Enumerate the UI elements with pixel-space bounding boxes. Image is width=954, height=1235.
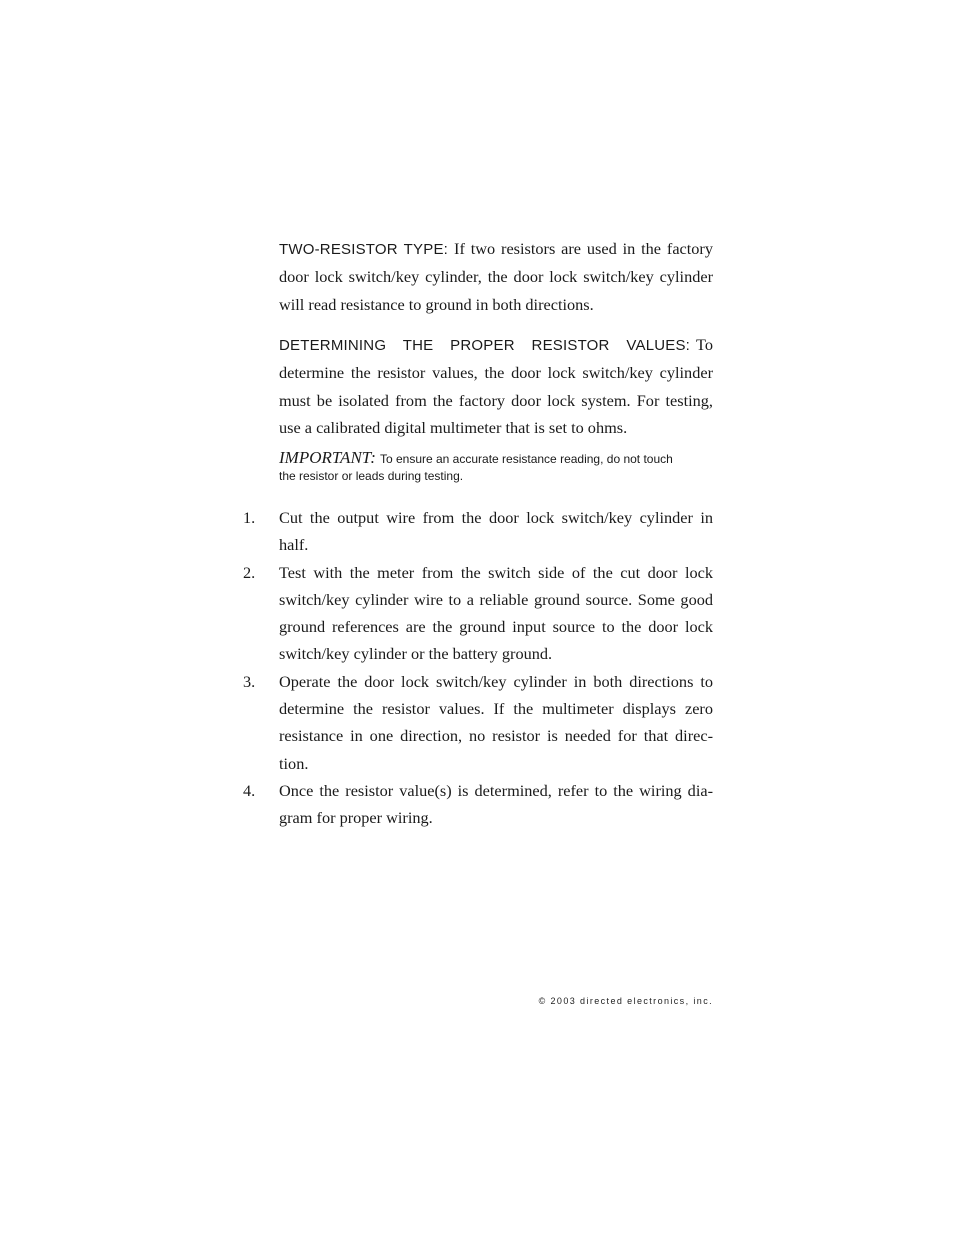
step-text: Cut the output wire from the door lock switch/key cylinder in half. (279, 508, 713, 555)
two-resistor-heading: TWO-RESISTOR TYPE: (279, 241, 449, 258)
important-note (279, 449, 719, 485)
two-resistor-paragraph (279, 235, 713, 318)
step-text: Operate the door lock switch/key cylinder in both directions to determine the resistor values. If the multimeter displays zero resistance in one direction, no resistor is needed for that direc-tion. (279, 671, 713, 773)
important-line-1: To ensure an accurate resistance reading, do not touch (379, 452, 673, 466)
list-item (243, 777, 713, 832)
copyright-footer: © 2003 directed electronics, inc. (538, 996, 713, 1006)
list-item (243, 559, 713, 668)
step-number: 3. (243, 671, 256, 691)
step-number: 1. (243, 508, 256, 527)
important-label: IMPORTANT: (279, 448, 376, 467)
list-item (243, 668, 713, 777)
determining-body: To determine the resistor values, the door lock switch/key cylinder must be isolated from the factory door lock system. For testing, use a calibrated digital multimeter that is set to ohms. (279, 335, 713, 438)
step-text: Once the resistor value(s) is determined, refer to the wiring dia-gram for proper wiring. (279, 780, 713, 828)
list-item (243, 504, 713, 559)
step-number: 4. (243, 780, 256, 800)
step-number: 2. (243, 562, 256, 582)
determining-paragraph (279, 331, 713, 442)
important-line-2: the resistor or leads during testing. (279, 469, 464, 483)
two-resistor-body: If two resistors are used in the factory door lock switch/key cylinder, the door lock switch/key cylinder will read resistance to ground in both directions. (279, 239, 713, 314)
steps-list (243, 504, 713, 832)
determining-heading: DETERMINING THE PROPER RESISTOR VALUES: (279, 337, 691, 354)
step-text: Test with the meter from the switch side of the cut door lock switch/key cylinder wire to a reliable ground source. Some good ground references are the ground input source to the door lock switch/key cylinder or the battery ground. (279, 562, 713, 664)
